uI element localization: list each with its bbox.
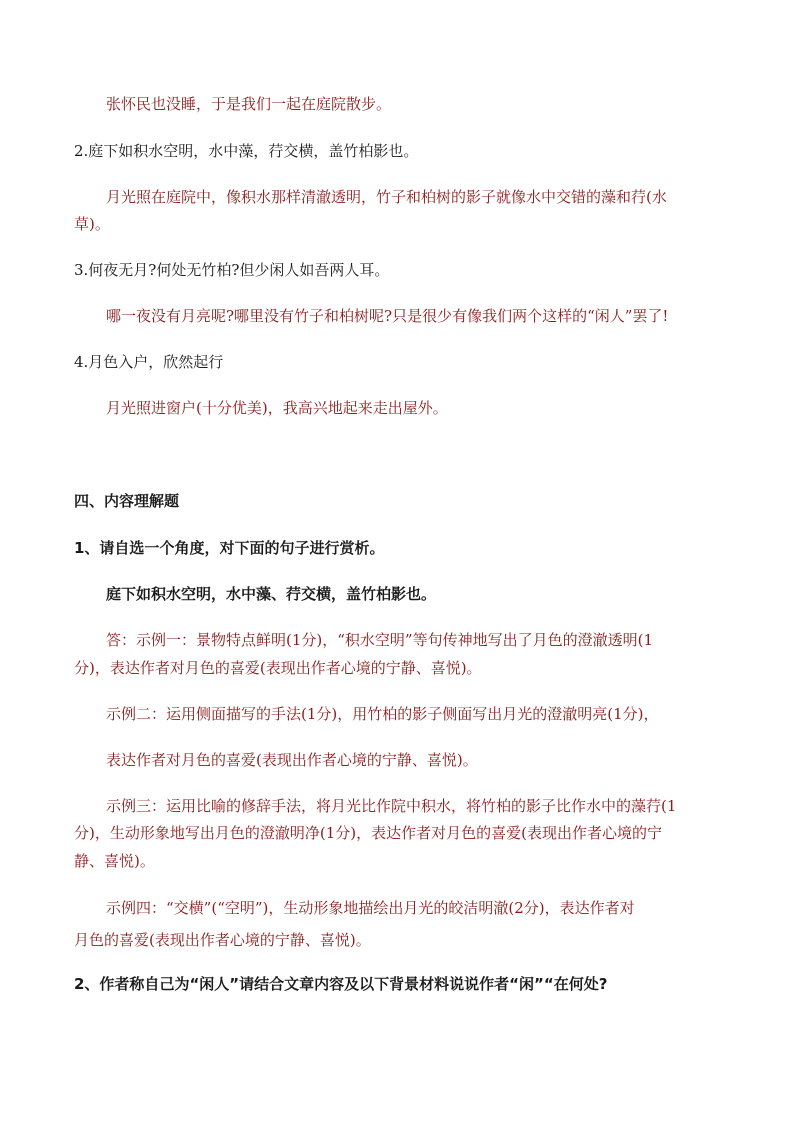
answer-line: 静、喜悦)。 (74, 852, 155, 870)
answer-line: 示例二：运用侧面描写的手法(1分)，用竹柏的影子侧面写出月光的澄澈明亮(1分)， (106, 705, 659, 723)
answer-line: 示例三：运用比喻的修辞手法，将月光比作院中积水，将竹柏的影子比作水中的藻荇(1 (106, 797, 677, 815)
answer-line: 分)，生动形象地写出月色的澄澈明净(1分)，表达作者对月色的喜爱(表现出作者心境的宁 (74, 824, 662, 842)
source-sentence: 4.月色入户，欣然起行 (74, 353, 224, 371)
translation-line: 张怀民也没睡，于是我们一起在庭院散步。 (106, 95, 392, 113)
section-heading: 四、内容理解题 (74, 492, 180, 510)
answer-line: 答：示例一：景物特点鲜明(1分)，“积水空明”等句传神地写出了月色的澄澈透明(1 (106, 631, 653, 649)
translation-line: 月光照在庭院中，像积水那样清澈透明，竹子和柏树的影子就像水中交错的藻和荇(水 (106, 188, 667, 206)
answer-line: 示例四：“交横”(“空明”)，生动形象地描绘出月光的皎洁明澈(2分)，表达作者对 (106, 899, 635, 917)
answer-line: 月色的喜爱(表现出作者心境的宁静、喜悦)。 (74, 931, 371, 949)
question-title: 2、作者称自己为“闲人”请结合文章内容及以下背景材料说说作者“闲”“在何处? (74, 975, 608, 993)
source-sentence: 3.何夜无月?何处无竹柏?但少闲人如吾两人耳。 (74, 261, 390, 279)
translation-line: 哪一夜没有月亮呢?哪里没有竹子和柏树呢?只是很少有像我们两个这样的“闲人”罢了! (106, 307, 669, 325)
translation-line: 草)。 (74, 215, 110, 233)
quoted-sentence: 庭下如积水空明，水中藻、荇交横，盖竹柏影也。 (106, 585, 437, 603)
answer-line: 分)，表达作者对月色的喜爱(表现出作者心境的宁静、喜悦)。 (74, 659, 482, 677)
source-sentence: 2.庭下如积水空明，水中藻，荇交横，盖竹柏影也。 (74, 142, 419, 160)
translation-line: 月光照进窗户(十分优美)，我高兴地起来走出屋外。 (106, 399, 448, 417)
answer-line: 表达作者对月色的喜爱(表现出作者心境的宁静、喜悦)。 (106, 751, 478, 769)
question-title: 1、请自选一个角度，对下面的句子进行赏析。 (74, 539, 385, 557)
